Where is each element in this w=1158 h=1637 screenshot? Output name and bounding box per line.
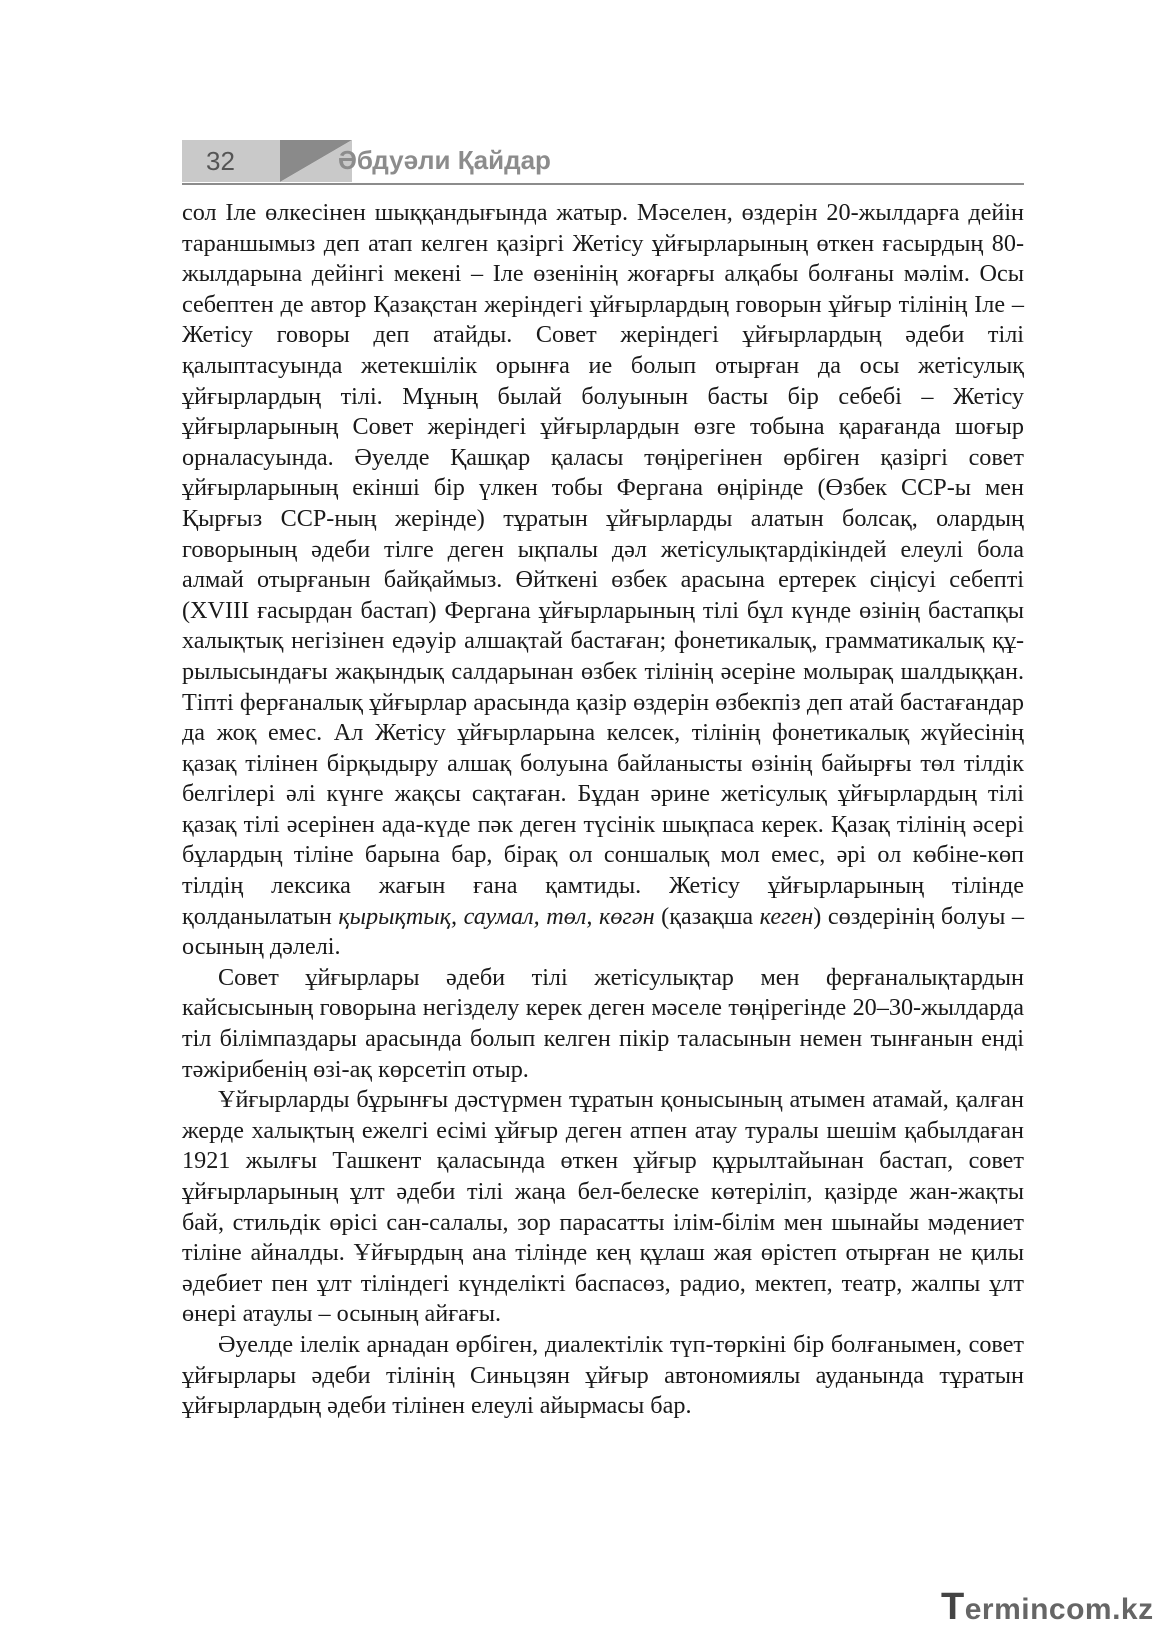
header-rule bbox=[182, 183, 1024, 185]
paragraph-4: Әуелде ілелік арнадан өрбіген, диалектілік түп-төркіні бір болғанымен, совет ұйғырлары әдеби тілінің Синьцзян ұйғыр автономиялы ауданында тұратын ұйғырлардың әдеби тілінен елеулі айырмасы бар. bbox=[182, 1330, 1024, 1420]
running-head-author: Әбдуәли Қайдар bbox=[338, 145, 551, 175]
paragraph-2: Совет ұйғырлары әдеби тілі жетісулықтар мен ферғаналықтардын кайсысының говорына негізделу керек деген мәселе төңірегінде 20–30-жылдарда тіл білімпаздары арасында болып келген пікір таласынын немен тынғанын енді тәжірибенің өзі-ақ көрсетіп отыр. bbox=[182, 963, 1024, 1083]
body-text bbox=[182, 198, 1024, 1422]
page-header bbox=[182, 137, 1024, 187]
paragraph-1: сол Іле өлкесінен шыққандығында жатыр. Мәселен, өздерін 20-жылдарға дейін тараншымыз деп атап келген қазіргі Жетісу ұйғырларының өткен ғасырдың 80-жылдарына дейінгі мекені – Іле өзенінің жоғарғы алқабы болғаны мәлім. Осы себептен де автор Қазақстан жеріндегі ұйғырлардың говорын ұйғыр тілінің Іле – Жетісу говоры деп атайды. Совет жеріндегі ұйғырлардың әдеби тілі қалыптасуында жетекшілік орынға ие болып отырған да осы жетісулық ұйғырлардың тілі. Мұның былай болуынын басты бір себебі – Жетісу ұйғырларының Совет жеріндегі ұйғырлардын өзге тобына қарағанда шоғыр орналасуында. Әуелде Қашқар қаласы төңірегінен өрбіген қазіргі совет ұйғырларының екінші бір үлкен тобы Фергана өңірінде (Өзбек ССР-ы мен Қырғыз ССР-ның жерінде) тұратын ұйғырларды алатын болсақ, олардың говорының әдеби тілге деген ықпалы дәл жетісулықтардікіндей елеулі бола алмай отырғанын байқаймыз. Өйткені өзбек арасына ертерек сіңісуі себепті (XVIII ғасырдан бастап) Фергана ұйғырларының тілі бұл күнде өзінің бастапқы халықтық негізінен едәуір алшақтай бастаған; фонетикалық, грамматикалық құрылысындағы жақындық салдарынан өзбек тілінің әсеріне молырақ шалдыққан. Тіпті ферғаналық ұйғырлар арасында қазір өздерін өзбекпіз деп атай бастағандар да жоқ емес. Ал Жетісу ұйғырларына келсек, тілінің фонетикалық жүйесінің қазақ тілінен бірқыдыру алшақ болуына байланысты өзінің байырғы төл тілдік белгілері әлі күнге жақсы сақтаған. Бұдан әрине жетісулық ұйғырлардың тілі қазақ тілі әсерінен ада-күде пәк деген түсінік шықпаса керек. Қазақ тілінің әсері бұлардың тіліне барына бар, бірақ ол соншалық мол емес, әрі ол көбіне-көп тілдің лексика жағын ғана қамтиды. Жетісу ұйғырларының тілінде қолданылатын қырықтық, саумал, төл, көгән (қазақша кеген) сөздерінің болуы – осының дәлелі. bbox=[182, 199, 1024, 961]
italic-words: қырықтық, саумал, төл, көгән bbox=[338, 902, 655, 930]
italic-word-kegen: кеген bbox=[759, 902, 814, 930]
site-watermark: Termincom.kz bbox=[941, 1586, 1154, 1628]
page-number: 32 bbox=[182, 140, 280, 182]
paragraph-3: Ұйғырларды бұрынғы дәстүрмен тұратын қонысының атымен атамай, қалған жерде халықтың ежелгі есімі ұйғыр деген атпен атау туралы шешім қабылдаған 1921 жылғы Ташкент қаласында өткен ұйғыр құрылтайынан бастап, совет ұйғырларының ұлт әдеби тілі жаңа бел-белеске көтеріліп, қазірде жан-жақты бай, стильдік өрісі сан-салалы, зор парасатты ілім-білім мен шынайы мәдениет тіліне айналды. Ұйғырдың ана тілінде кең құлаш жая өрістеп отырған не қилы әдебиет пен ұлт тіліндегі күнделікті баспасөз, радио, мектеп, театр, жалпы ұлт өнері атаулы – осының айғағы. bbox=[182, 1086, 1024, 1328]
